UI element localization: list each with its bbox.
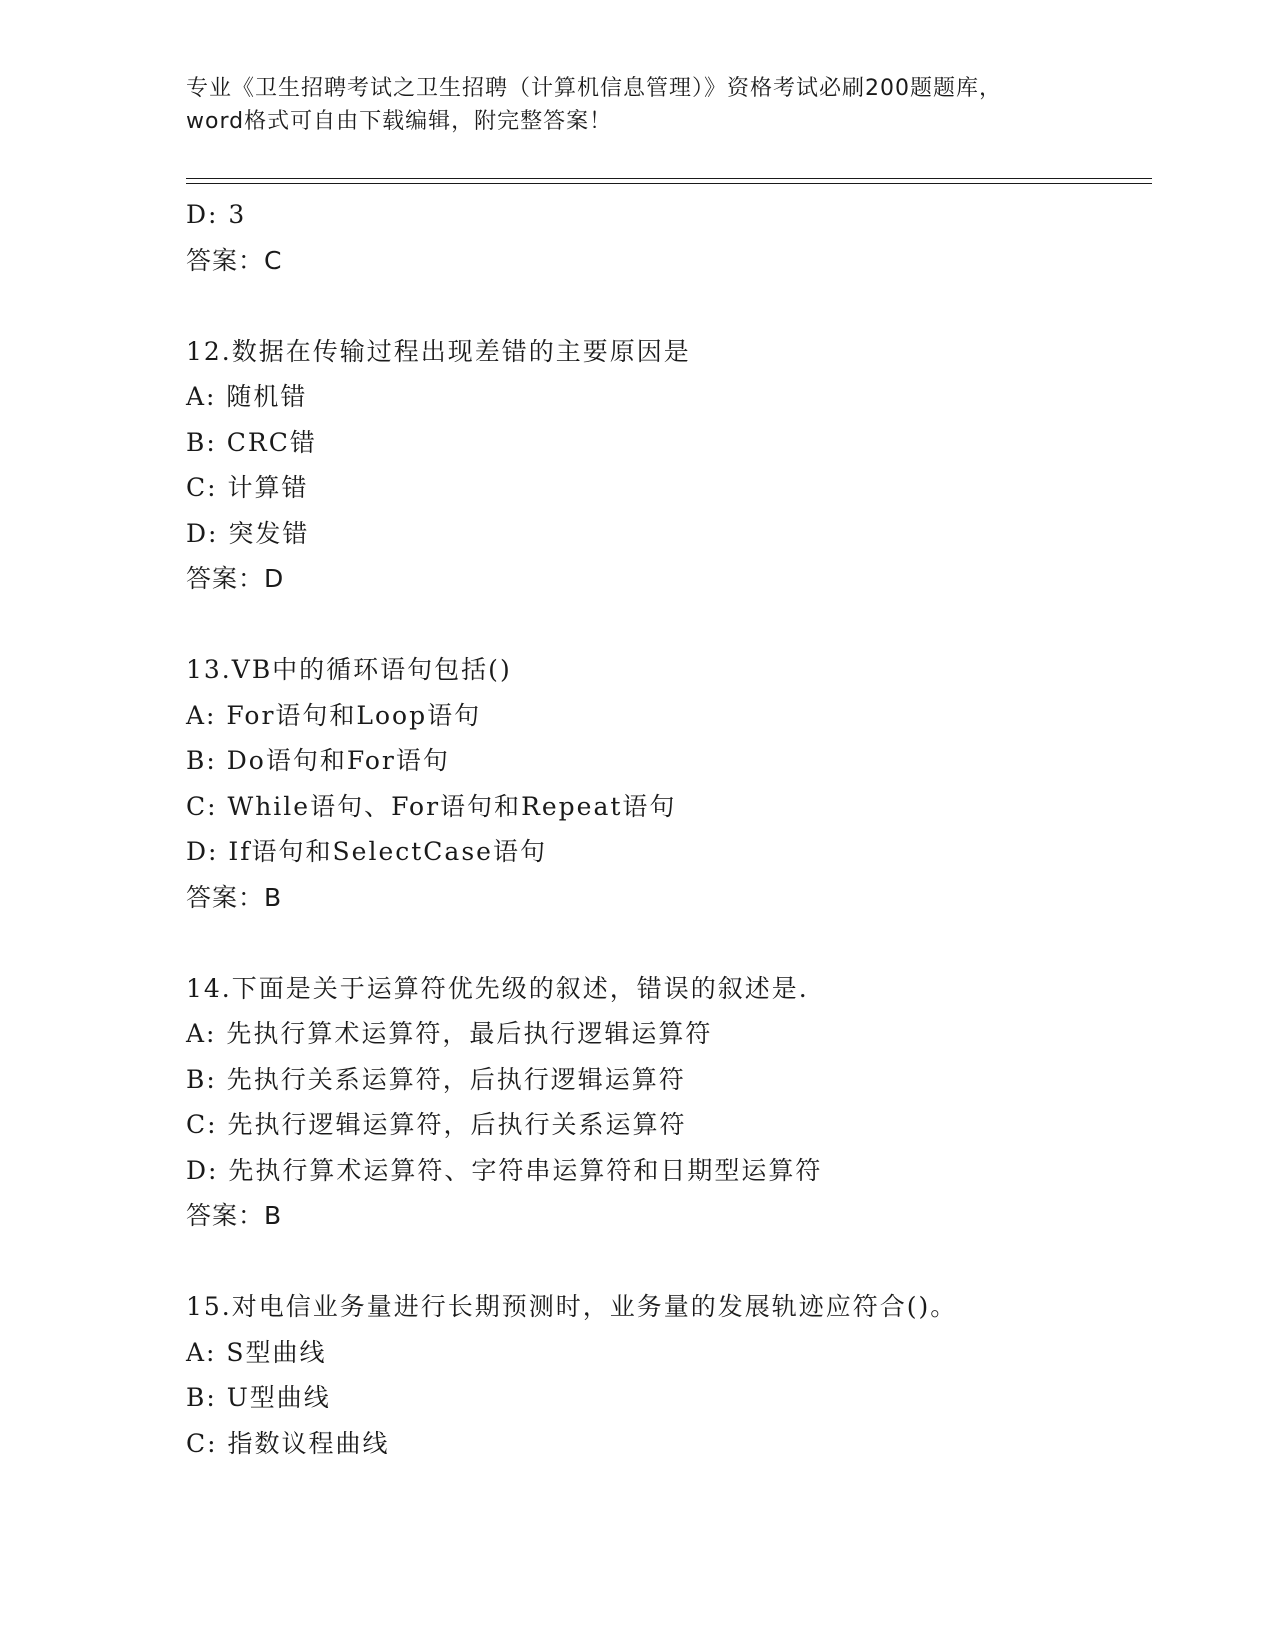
question-stem: 12.数据在传输过程出现差错的主要原因是 (186, 336, 691, 366)
header-divider-top (186, 178, 1152, 179)
header-line-1: 专业《卫生招聘考试之卫生招聘（计算机信息管理）》资格考试必刷200题题库， (186, 76, 1002, 101)
option-b: B: Do语句和For语句 (186, 746, 450, 775)
option-a: A: 先执行算术运算符，最后执行逻辑运算符 (186, 1019, 713, 1048)
option-d: D: 先执行算术运算符、字符串运算符和日期型运算符 (186, 1155, 823, 1185)
question-stem: 14.下面是关于运算符优先级的叙述，错误的叙述是. (186, 973, 809, 1003)
header-divider-bottom (186, 183, 1152, 184)
option-d: D: If语句和SelectCase语句 (186, 837, 547, 866)
answer: 答案：D (186, 564, 285, 593)
option-c: C: While语句、For语句和Repeat语句 (186, 791, 677, 821)
option-b: B: U型曲线 (186, 1383, 331, 1412)
option-d: D: 3 (186, 200, 247, 229)
option-b: B: 先执行关系运算符，后执行逻辑运算符 (186, 1064, 686, 1094)
answer: 答案：B (186, 882, 283, 912)
spacer (186, 283, 1146, 329)
spacer (186, 1239, 1146, 1285)
option-a: A: S型曲线 (186, 1337, 327, 1367)
answer: 答案：C (186, 245, 283, 275)
option-c: C: 先执行逻辑运算符，后执行关系运算符 (186, 1110, 687, 1139)
question-stem: 13.VB中的循环语句包括() (186, 655, 512, 684)
option-b: B: CRC错 (186, 427, 317, 457)
header-line-2: word格式可自由下载编辑，附完整答案！ (186, 109, 613, 134)
answer: 答案：B (186, 1201, 283, 1230)
option-d: D: 突发错 (186, 518, 310, 548)
option-a: A: 随机错 (186, 382, 308, 411)
spacer (186, 920, 1146, 966)
document-header (186, 72, 1086, 138)
question-stem: 15.对电信业务量进行长期预测时，业务量的发展轨迹应符合()。 (186, 1292, 958, 1321)
option-c: C: 指数议程曲线 (186, 1428, 390, 1458)
document-body (186, 192, 1146, 1466)
option-a: A: For语句和Loop语句 (186, 700, 482, 730)
spacer (186, 602, 1146, 648)
option-c: C: 计算错 (186, 473, 309, 502)
